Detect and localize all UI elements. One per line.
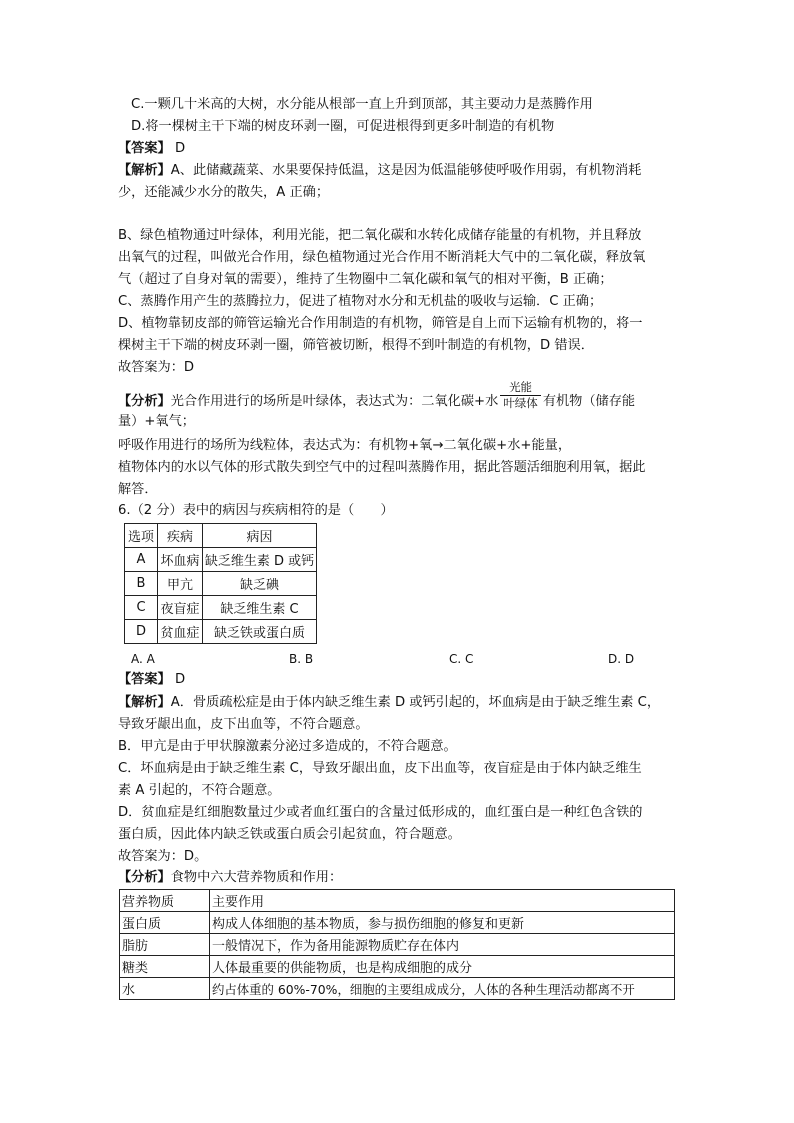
table-row bbox=[125, 596, 317, 620]
table-cell: 夜盲症 bbox=[158, 596, 203, 620]
table-cell: B bbox=[125, 572, 158, 596]
table-row bbox=[125, 572, 317, 596]
q5-option-d: D.将一棵树主干下端的树皮环剥一圈，可促进根得到更多叶制造的有机物 bbox=[131, 119, 555, 134]
fenxi-label: 【分析】 bbox=[118, 394, 171, 409]
q6-option-a: A. A bbox=[131, 652, 155, 666]
q5-analysis-line: 故答案为：D bbox=[118, 360, 195, 375]
table-cell: 缺乏维生素 D 或钙 bbox=[203, 548, 317, 572]
q6-fenxi-line bbox=[118, 867, 342, 889]
q5-analysis-line: 少，还能减少水分的散失，A 正确； bbox=[118, 185, 330, 200]
table-cell: 坏血病 bbox=[158, 548, 203, 572]
q5-fenxi-line: 植物体内的水以气体的形式散失到空气中的过程叫蒸腾作用，据此答题活细胞利用氧，据此 bbox=[118, 460, 646, 475]
table-row bbox=[120, 912, 675, 934]
q6-analysis-line: 导致牙龈出血，皮下出血等，不符合题意。 bbox=[118, 717, 369, 732]
analysis-text: A．骨质疏松症是由于体内缺乏维生素 D 或钙引起的，坏血病是由于缺乏维生素 C， bbox=[170, 695, 661, 710]
q6-analysis-line: 素 A 引起的，不符合题意。 bbox=[118, 783, 281, 798]
table-row bbox=[125, 620, 317, 644]
q6-stem: 6.（2 分）表中的病因与疾病相符的是（ ） bbox=[118, 503, 394, 518]
analysis-label: 【解析】 bbox=[118, 163, 171, 178]
answer-value: D bbox=[174, 672, 186, 687]
q6-analysis-line: 故答案为：D。 bbox=[118, 849, 208, 864]
q5-analysis-line: B、绿色植物通过叶绿体，利用光能，把二氧化碳和水转化成储存能量的有机物，并且释放 bbox=[118, 228, 642, 243]
q5-analysis-line: 出氧气的过程，叫做光合作用，绿色植物通过光合作用不断消耗大气中的二氧化碳，释放氧 bbox=[118, 250, 646, 265]
answer-value: D bbox=[174, 141, 186, 156]
table-cell: 糖类 bbox=[120, 956, 210, 978]
analysis-label: 【解析】 bbox=[118, 695, 171, 710]
q5-answer bbox=[118, 138, 185, 160]
fenxi-text-pre: 光合作用进行的场所是叶绿体，表达式为：二氧化碳+水 bbox=[170, 394, 499, 409]
condition-chloroplast: 叶绿体 bbox=[500, 395, 541, 410]
table-cell: 一般情况下，作为备用能源物质贮存在体内 bbox=[210, 934, 675, 956]
q6-analysis-line: D．贫血症是红细胞数量过少或者血红蛋白的含量过低形成的，血红蛋白是一种红色含铁的 bbox=[118, 805, 643, 820]
q6-analysis-line: B．甲亢是由于甲状腺激素分泌过多造成的，不符合题意。 bbox=[118, 739, 457, 754]
answer-label: 【答案】 bbox=[118, 141, 171, 156]
table-header-cell: 营养物质 bbox=[120, 890, 210, 912]
q6-analysis-line: 蛋白质，因此体内缺乏铁或蛋白质会引起贫血，符合题意。 bbox=[118, 827, 461, 842]
q5-analysis-line: 气（超过了自身对氧的需要），维持了生物圈中二氧化碳和氧气的相对平衡，B 正确； bbox=[118, 272, 613, 287]
table-cell: D bbox=[125, 620, 158, 644]
table-row bbox=[120, 956, 675, 978]
table-cell: C bbox=[125, 596, 158, 620]
q6-option-b: B. B bbox=[289, 652, 314, 666]
table-header-cell: 主要作用 bbox=[210, 890, 675, 912]
q5-analysis-line: 棵树主干下端的树皮环剥一圈，筛管被切断，根得不到叶制造的有机物，D 错误． bbox=[118, 338, 594, 353]
fenxi-text: 食物中六大营养物质和作用： bbox=[170, 870, 343, 885]
q5-fenxi-line: 解答． bbox=[118, 482, 158, 497]
q6-analysis-line: C．坏血病是由于缺乏维生素 C，导致牙龈出血，皮下出血等，夜盲症是由于体内缺乏维生 bbox=[118, 761, 642, 776]
reaction-condition bbox=[500, 380, 541, 410]
answer-label: 【答案】 bbox=[118, 672, 171, 687]
condition-light: 光能 bbox=[509, 380, 533, 394]
fenxi-label: 【分析】 bbox=[118, 870, 171, 885]
table-row bbox=[120, 934, 675, 956]
table-row bbox=[120, 978, 675, 1000]
table-cell: 人体最重要的供能物质，也是构成细胞的成分 bbox=[210, 956, 675, 978]
q5-fenxi-line: 量）+氧气； bbox=[118, 414, 195, 429]
q5-analysis-line bbox=[118, 160, 641, 182]
table-cell: 缺乏碘 bbox=[203, 572, 317, 596]
q6-option-c: C. C bbox=[449, 652, 474, 666]
table-cell: 甲亢 bbox=[158, 572, 203, 596]
q5-analysis-line: D、植物靠韧皮部的筛管运输光合作用制造的有机物，筛管是自上而下运输有机物的，将一 bbox=[118, 316, 643, 331]
table-header-cell: 选项 bbox=[125, 524, 158, 548]
table-cell: 缺乏铁或蛋白质 bbox=[203, 620, 317, 644]
table-cell: 构成人体细胞的基本物质，参与损伤细胞的修复和更新 bbox=[210, 912, 675, 934]
q6-option-d: D. D bbox=[608, 652, 635, 666]
q6-answer bbox=[118, 669, 185, 691]
table-header-row bbox=[125, 524, 317, 548]
table-cell: 贫血症 bbox=[158, 620, 203, 644]
q5-option-c: C.一颗几十米高的大树，水分能从根部一直上升到顶部，其主要动力是蒸腾作用 bbox=[131, 97, 593, 112]
nutrient-table bbox=[119, 889, 675, 1000]
table-cell: 蛋白质 bbox=[120, 912, 210, 934]
table-cell: 缺乏维生素 C bbox=[203, 596, 317, 620]
disease-cause-table bbox=[124, 523, 317, 644]
analysis-text: A、此储藏蔬菜、水果要保持低温，这是因为低温能够使呼吸作用弱，有机物消耗 bbox=[170, 163, 642, 178]
table-header-row bbox=[120, 890, 675, 912]
q5-analysis-line: C、蒸腾作用产生的蒸腾拉力，促进了植物对水分和无机盐的吸收与运输．C 正确； bbox=[118, 294, 603, 309]
q5-fenxi-line: 呼吸作用进行的场所为线粒体，表达式为：有机物+氧→二氧化碳+水+能量， bbox=[118, 438, 572, 453]
table-cell: A bbox=[125, 548, 158, 572]
table-cell: 约占体重的 60%-70%，细胞的主要组成成分，人体的各种生理活动都离不开 bbox=[210, 978, 675, 1000]
table-header-cell: 病因 bbox=[203, 524, 317, 548]
table-cell: 水 bbox=[120, 978, 210, 1000]
q5-fenxi-line bbox=[118, 380, 636, 416]
table-cell: 脂肪 bbox=[120, 934, 210, 956]
q6-analysis-line bbox=[118, 692, 660, 714]
table-header-cell: 疾病 bbox=[158, 524, 203, 548]
fenxi-text-post: 有机物（储存能 bbox=[542, 394, 636, 409]
table-row bbox=[125, 548, 317, 572]
